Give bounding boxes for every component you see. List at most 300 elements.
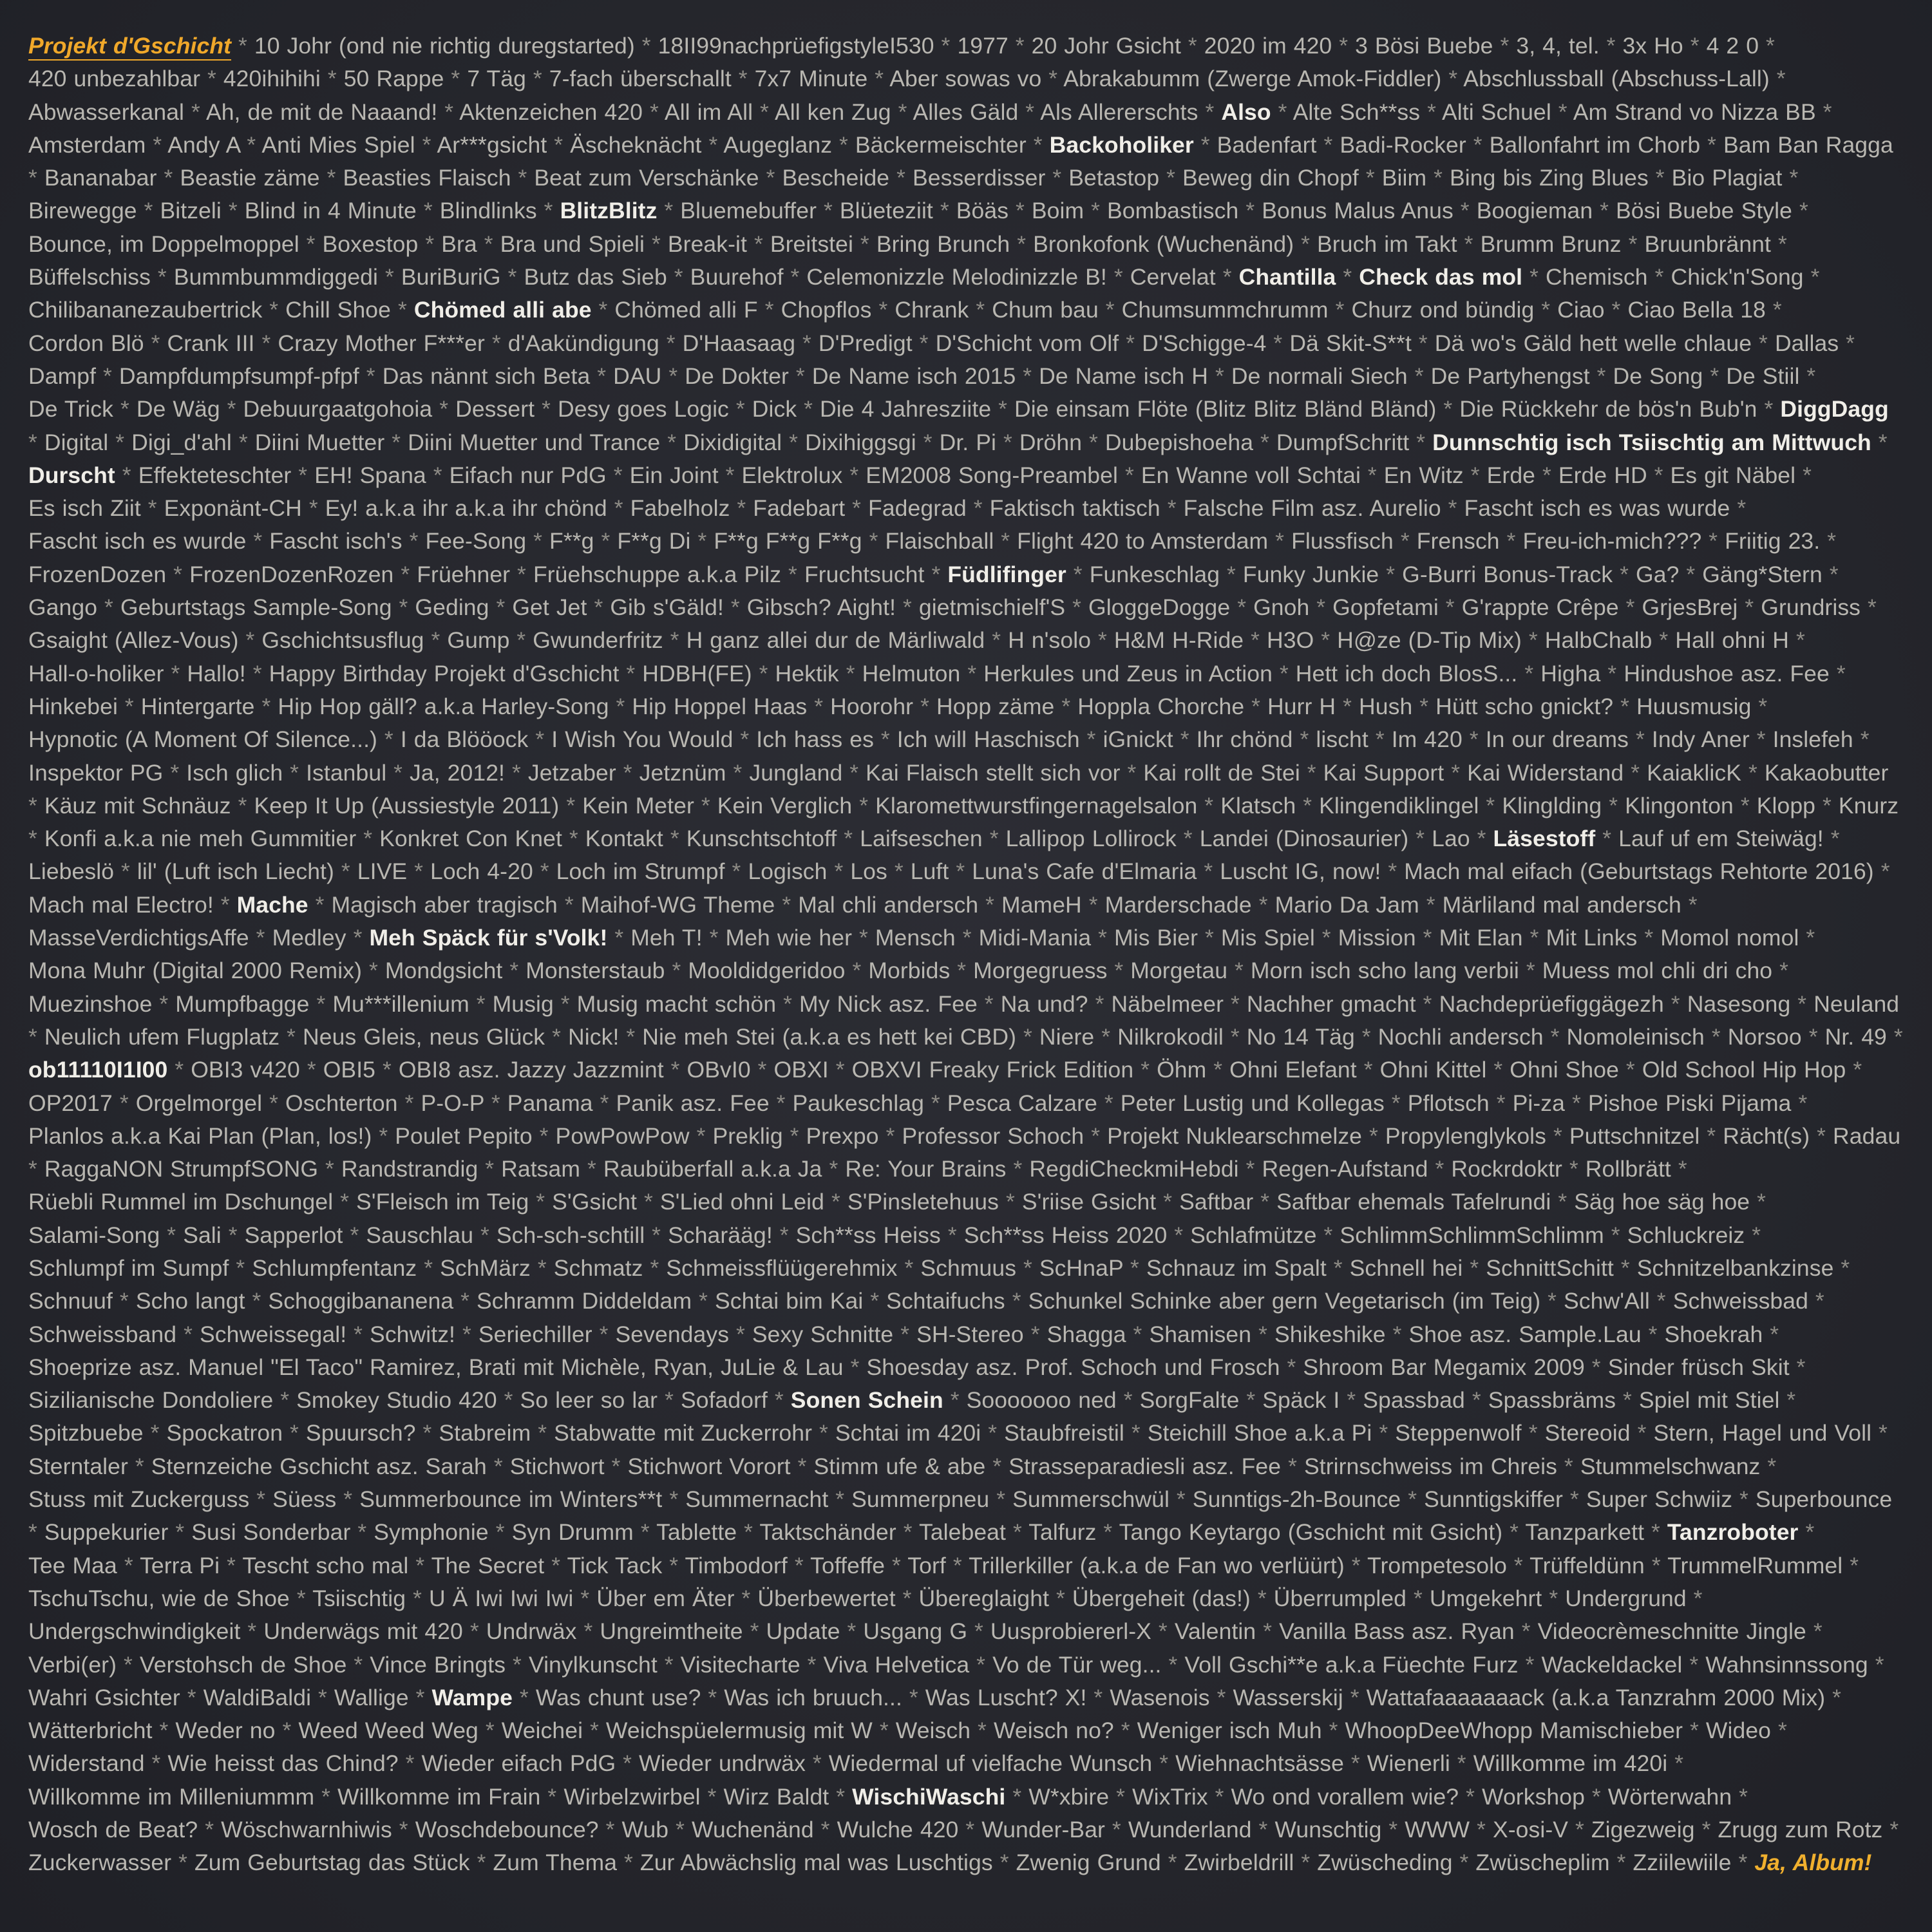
- track-title: lil' (Luft isch Liecht): [137, 858, 334, 885]
- track-title: Staubfreistil: [1004, 1420, 1124, 1446]
- title-separator: *: [985, 1453, 1009, 1479]
- title-separator: *: [553, 990, 577, 1017]
- track-title: Hindushoe asz. Fee: [1624, 660, 1830, 687]
- title-separator: *: [318, 1156, 341, 1182]
- title-separator: *: [455, 1321, 478, 1347]
- title-separator: *: [1637, 925, 1661, 951]
- title-separator: *: [662, 1486, 686, 1513]
- title-separator: *: [1542, 1585, 1566, 1611]
- track-title: Luft: [910, 858, 949, 885]
- track-title: 420ihihihi: [223, 66, 321, 92]
- track-title: Kakaobutter: [1764, 759, 1889, 786]
- track-title: Läsestoff: [1493, 826, 1596, 852]
- track-title: Planlos a.k.a Kai Plan (Plan, los!): [28, 1122, 372, 1149]
- track-title: De Song: [1613, 363, 1703, 389]
- title-separator: *: [609, 693, 632, 719]
- track-title: Mache: [236, 891, 308, 918]
- title-separator: *: [731, 66, 755, 92]
- title-separator: *: [128, 1453, 151, 1479]
- track-title: Wieder undrwäx: [639, 1750, 806, 1777]
- title-separator: *: [1730, 495, 1747, 522]
- title-separator: *: [923, 1090, 947, 1116]
- title-separator: *: [1681, 891, 1698, 918]
- track-title: Niere: [1039, 1023, 1095, 1050]
- title-separator: *: [840, 1618, 864, 1645]
- track-title: Rockrdoktr: [1451, 1156, 1562, 1182]
- title-separator: *: [1602, 792, 1625, 819]
- track-title: Update: [766, 1618, 840, 1645]
- track-title: Biim: [1381, 165, 1427, 191]
- title-separator: *: [1732, 1486, 1756, 1513]
- track-title: Nachher gmacht: [1246, 990, 1416, 1017]
- title-separator: *: [1798, 1519, 1815, 1546]
- track-title: Willkomme im Milleniummm: [28, 1783, 315, 1810]
- track-title: Hallo!: [187, 660, 246, 687]
- track-title: Scharääg!: [668, 1222, 773, 1248]
- track-title: Fadegrad: [868, 495, 967, 522]
- title-separator: *: [1041, 66, 1064, 92]
- title-separator: *: [1016, 1255, 1039, 1281]
- track-title: EM2008 Song-Preambel: [866, 462, 1118, 488]
- track-title: Panik asz. Fee: [616, 1090, 770, 1116]
- track-title: Talfurz: [1028, 1519, 1097, 1546]
- track-title: Dampf: [28, 363, 97, 389]
- track-title: Alti Schuel: [1442, 99, 1551, 125]
- title-separator: *: [1750, 1189, 1766, 1215]
- track-title: Über em Äter: [596, 1585, 735, 1611]
- track-title: Mis Bier: [1114, 925, 1198, 951]
- track-title: Übereglaight: [918, 1585, 1050, 1611]
- title-separator: *: [1760, 1453, 1777, 1479]
- track-title: Digi_d'ahl: [131, 429, 232, 455]
- title-separator: *: [378, 264, 401, 290]
- track-title: Tanzroboter: [1667, 1519, 1799, 1546]
- track-title: En Wanne voll Schtai: [1141, 462, 1361, 488]
- title-separator: *: [1444, 759, 1468, 786]
- title-separator: *: [1208, 1783, 1231, 1810]
- title-separator: *: [1815, 792, 1839, 819]
- track-title: Sterntaler: [28, 1453, 128, 1479]
- track-title: Was ich bruuch...: [724, 1684, 902, 1710]
- track-title: Mal chli andersch: [798, 891, 979, 918]
- track-title: Dampfdumpfsumpf-pfpf: [118, 363, 359, 389]
- title-separator: *: [1522, 264, 1546, 290]
- title-separator: *: [283, 759, 307, 786]
- title-separator: *: [229, 1255, 252, 1281]
- track-title: Willkomme im Frain: [337, 1783, 541, 1810]
- track-title: Mooldidgeridoo: [688, 958, 846, 984]
- track-title: Äscheknächt: [570, 131, 702, 158]
- title-separator: *: [221, 198, 245, 224]
- track-title: KaiaklicK: [1647, 759, 1741, 786]
- title-separator: *: [384, 429, 408, 455]
- track-title: Pi-za: [1512, 1090, 1565, 1116]
- track-title: Bluemebuffer: [680, 198, 817, 224]
- title-separator: *: [902, 1684, 925, 1710]
- track-title: Chum bau: [992, 297, 1099, 323]
- title-separator: *: [1540, 1288, 1564, 1314]
- track-title: De normali Siech: [1231, 363, 1408, 389]
- title-separator: *: [1683, 1718, 1706, 1744]
- track-title: Strirnschweiss im Chreis: [1303, 1453, 1557, 1479]
- track-title: Smokey Studio 420: [296, 1387, 497, 1414]
- track-title: Schweissband: [28, 1321, 177, 1347]
- track-title: Magisch aber tragisch: [331, 891, 558, 918]
- track-title: Früehner: [417, 561, 511, 587]
- track-title: De Stiil: [1726, 363, 1800, 389]
- title-separator: *: [1006, 1519, 1029, 1546]
- track-title: Summernacht: [685, 1486, 829, 1513]
- title-separator: *: [343, 1222, 366, 1248]
- track-title: Pesca Calzare: [947, 1090, 1097, 1116]
- title-separator: *: [1489, 1090, 1513, 1116]
- track-title: Schmatz: [553, 1255, 643, 1281]
- track-title: Morgegruess: [973, 958, 1108, 984]
- title-separator: *: [559, 792, 583, 819]
- title-separator: *: [1293, 726, 1316, 753]
- title-separator: *: [1251, 891, 1275, 918]
- track-title: 3, 4, tel.: [1516, 33, 1600, 59]
- title-separator: *: [1268, 528, 1292, 554]
- track-title: Beat zum Verschänke: [534, 165, 759, 191]
- track-title: Ich hass es: [756, 726, 874, 753]
- track-title: Weichspüelermusig mit W: [605, 1718, 873, 1744]
- track-title: Weichei: [501, 1718, 583, 1744]
- track-title: Besserdisser: [913, 165, 1046, 191]
- track-title: Hip Hop gäll? a.k.a Harley-Song: [278, 693, 609, 719]
- track-title: In our dreams: [1485, 726, 1629, 753]
- track-title: Rollbrätt: [1585, 1156, 1671, 1182]
- track-title: Hall ohni H: [1675, 627, 1790, 654]
- title-separator: *: [958, 1817, 982, 1843]
- track-title: Wie heisst das Chind?: [167, 1750, 399, 1777]
- title-separator: *: [1294, 1850, 1318, 1876]
- title-separator: *: [1239, 1387, 1263, 1414]
- title-separator: *: [164, 660, 187, 687]
- title-separator: *: [724, 858, 748, 885]
- track-title: Backoholiker: [1049, 131, 1194, 158]
- title-separator: *: [469, 990, 493, 1017]
- title-separator: *: [249, 925, 272, 951]
- track-title: Hurr H: [1267, 693, 1336, 719]
- track-title: Peter Lustig und Kollegas: [1120, 1090, 1385, 1116]
- track-title: Nick!: [568, 1023, 620, 1050]
- track-title: Schlumpf im Sumpf: [28, 1255, 229, 1281]
- title-separator: *: [28, 826, 44, 852]
- title-separator: *: [176, 1321, 200, 1347]
- title-separator: *: [991, 396, 1015, 422]
- title-separator: *: [1005, 1783, 1029, 1810]
- track-title: Dessert: [455, 396, 535, 422]
- track-title: Blind in 4 Minute: [244, 198, 417, 224]
- title-separator: *: [1244, 693, 1268, 719]
- title-separator: *: [309, 990, 333, 1017]
- title-separator: *: [1546, 1122, 1569, 1149]
- track-title: Sauschlau: [366, 1222, 474, 1248]
- title-separator: *: [1801, 1023, 1825, 1050]
- track-title: Stuss mit Zuckerguss: [28, 1486, 250, 1513]
- title-separator: *: [1799, 363, 1816, 389]
- track-title: 50 Rappe: [343, 66, 444, 92]
- title-separator: *: [1557, 1453, 1580, 1479]
- title-separator: *: [407, 858, 430, 885]
- track-title: Bruch im Takt: [1317, 231, 1457, 257]
- title-separator: *: [1393, 528, 1417, 554]
- title-separator: *: [254, 693, 278, 719]
- track-title: Valentin: [1174, 1618, 1256, 1645]
- title-separator: *: [1647, 462, 1671, 488]
- track-title: Chick'n'Song: [1671, 264, 1804, 290]
- title-separator: *: [1091, 925, 1115, 951]
- track-title: Wunderland: [1128, 1817, 1252, 1843]
- title-separator: *: [28, 1519, 44, 1546]
- title-separator: *: [1618, 1057, 1642, 1083]
- title-separator: *: [1081, 891, 1105, 918]
- title-separator: *: [1810, 1122, 1833, 1149]
- closing-note: Ja, Album!: [1754, 1850, 1872, 1876]
- track-title: gietmischielf'S: [918, 594, 1066, 621]
- track-title: Stabreim: [439, 1420, 531, 1446]
- track-title: Wattafaaaaaaack (a.k.a Tanzrahm 2000 Mix): [1366, 1684, 1826, 1710]
- title-separator: *: [362, 958, 385, 984]
- track-title: Klaromettwurstfingernagelsalon: [875, 792, 1198, 819]
- title-separator: *: [108, 429, 132, 455]
- track-title: Terra Pi: [140, 1552, 220, 1578]
- track-title: Bitzeli: [160, 198, 222, 224]
- title-separator: *: [1765, 297, 1782, 323]
- track-title: Sinder früsch Skit: [1607, 1354, 1790, 1380]
- title-separator: *: [1045, 165, 1069, 191]
- track-title: Mu***illenium: [332, 990, 469, 1017]
- track-title: Friitig 23.: [1725, 528, 1821, 554]
- title-separator: *: [1700, 131, 1724, 158]
- title-separator: *: [291, 462, 315, 488]
- track-title: Susi Sonderbar: [191, 1519, 351, 1546]
- title-separator: *: [940, 1222, 964, 1248]
- title-separator: *: [1208, 363, 1231, 389]
- title-separator: *: [28, 165, 44, 191]
- title-separator: *: [1551, 1189, 1575, 1215]
- title-separator: *: [1401, 1486, 1425, 1513]
- title-separator: *: [645, 1222, 668, 1248]
- track-title: Mensch: [875, 925, 956, 951]
- track-title: Stimm ufe & abe: [813, 1453, 986, 1479]
- title-separator: *: [1772, 958, 1789, 984]
- title-separator: *: [231, 33, 254, 59]
- title-separator: *: [198, 1817, 222, 1843]
- title-separator: *: [1372, 1420, 1396, 1446]
- title-separator: *: [643, 99, 665, 125]
- title-separator: *: [1006, 1156, 1030, 1182]
- title-separator: *: [1420, 99, 1442, 125]
- title-separator: *: [829, 1783, 853, 1810]
- track-title: Bombastisch: [1107, 198, 1239, 224]
- track-title: Anti Mies Spiel: [261, 131, 415, 158]
- title-separator: *: [1381, 858, 1405, 885]
- track-title: Sizilianische Dondoliere: [28, 1387, 274, 1414]
- track-title: Raubüberfall a.k.a Ja: [603, 1156, 822, 1182]
- track-title: D'Schigge-4: [1142, 330, 1267, 356]
- track-title: No 14 Täg: [1246, 1023, 1355, 1050]
- title-separator: *: [619, 660, 643, 687]
- title-separator: *: [845, 495, 869, 522]
- track-title: MameH: [1001, 891, 1082, 918]
- track-title: Spuursch?: [305, 1420, 416, 1446]
- title-separator: *: [788, 363, 812, 389]
- track-title: Indy Aner: [1651, 726, 1750, 753]
- title-separator: *: [885, 1552, 908, 1578]
- title-separator: *: [1589, 363, 1613, 389]
- track-title: Bounce, im Doppelmoppel: [28, 231, 299, 257]
- title-separator: *: [562, 826, 585, 852]
- title-separator: *: [966, 495, 990, 522]
- track-title: Wackeldackel: [1541, 1651, 1683, 1678]
- track-title: Böäs: [956, 198, 1009, 224]
- track-title: 4 2 0: [1706, 33, 1759, 59]
- title-separator: *: [1683, 33, 1707, 59]
- track-title: Gibsch? Aight!: [746, 594, 896, 621]
- track-title: Helmuton: [862, 660, 961, 687]
- title-separator: *: [1493, 33, 1517, 59]
- track-title: WixTrix: [1132, 1783, 1208, 1810]
- track-title: Öhm: [1157, 1057, 1207, 1083]
- track-title: Durscht: [28, 462, 115, 488]
- title-separator: *: [1470, 826, 1493, 852]
- title-separator: *: [1782, 165, 1799, 191]
- track-title: H3O: [1266, 627, 1314, 654]
- title-separator: *: [1116, 1387, 1140, 1414]
- track-title: BuriBuriG: [401, 264, 501, 290]
- track-title: Abwasserkanal: [28, 99, 185, 125]
- title-separator: *: [1732, 1783, 1748, 1810]
- track-title: Wampe: [431, 1684, 513, 1710]
- title-separator: *: [828, 1057, 852, 1083]
- track-title: Abschlussball (Abschuss-Lall): [1463, 66, 1770, 92]
- track-title: OBI8 asz. Jazzy Jazzmint: [398, 1057, 664, 1083]
- track-title: Zwüscheding: [1317, 1850, 1453, 1876]
- track-title: 3 Bösi Buebe: [1355, 33, 1493, 59]
- title-separator: *: [273, 1387, 297, 1414]
- title-separator: *: [1419, 891, 1443, 918]
- track-title: Fruchtsucht: [804, 561, 925, 587]
- track-title: Hoppla Chorche: [1077, 693, 1245, 719]
- track-title: Undergschwindigkeit: [28, 1618, 241, 1645]
- track-title: Hall-o-holiker: [28, 660, 164, 687]
- title-separator: *: [1314, 925, 1338, 951]
- title-separator: *: [1408, 826, 1432, 852]
- track-title: Symphonie: [374, 1519, 489, 1546]
- track-title: Sunntigskiffer: [1424, 1486, 1563, 1513]
- track-title: Shikeshike: [1274, 1321, 1386, 1347]
- track-title: Wideo: [1705, 1718, 1772, 1744]
- title-separator: *: [444, 66, 468, 92]
- title-separator: *: [462, 1618, 486, 1645]
- title-separator: *: [1230, 594, 1254, 621]
- title-separator: *: [346, 1651, 370, 1678]
- title-separator: *: [590, 363, 614, 389]
- title-separator: *: [221, 1222, 245, 1248]
- title-separator: *: [1084, 198, 1108, 224]
- track-title: Brumm Brunz: [1480, 231, 1622, 257]
- track-title: Desy goes Logic: [557, 396, 729, 422]
- title-separator: *: [1082, 429, 1105, 455]
- title-separator: *: [398, 1750, 422, 1777]
- track-title: Buurehof: [690, 264, 784, 290]
- title-separator: *: [418, 231, 442, 257]
- title-separator: *: [893, 1321, 917, 1347]
- track-title: Nie meh Stei (a.k.a es hett kei CBD): [642, 1023, 1017, 1050]
- title-separator: *: [1227, 958, 1251, 984]
- track-title: Muess mol chli dri cho: [1542, 958, 1773, 984]
- title-separator: *: [478, 1156, 502, 1182]
- title-separator: *: [1026, 131, 1050, 158]
- track-title: Hinkebei: [28, 693, 118, 719]
- track-title: Flight 420 to Amsterdam: [1017, 528, 1269, 554]
- track-title: Andy A: [167, 131, 240, 158]
- title-separator: *: [171, 1850, 194, 1876]
- title-separator: *: [1861, 594, 1877, 621]
- title-separator: *: [1215, 264, 1239, 290]
- title-separator: *: [1791, 1090, 1808, 1116]
- track-title: Dä Skit-S**t: [1289, 330, 1412, 356]
- track-title: Übergeheit (das!): [1072, 1585, 1251, 1611]
- title-separator: *: [1354, 1023, 1378, 1050]
- track-title: Morbids: [868, 958, 951, 984]
- title-separator: *: [1733, 792, 1757, 819]
- track-title: De Wäg: [136, 396, 220, 422]
- track-title: Fabelholz: [630, 495, 730, 522]
- title-separator: *: [1104, 1817, 1128, 1843]
- title-separator: *: [1486, 1057, 1510, 1083]
- track-title: 7x7 Minute: [754, 66, 868, 92]
- title-separator: *: [1647, 264, 1671, 290]
- track-title: U Ä Iwi Iwi Iwi: [428, 1585, 574, 1611]
- title-separator: *: [1224, 990, 1247, 1017]
- track-title: Nomoleinisch: [1566, 1023, 1705, 1050]
- title-separator: *: [1470, 1817, 1493, 1843]
- title-separator: *: [1790, 990, 1814, 1017]
- title-separator: *: [891, 99, 913, 125]
- title-separator: *: [943, 1387, 967, 1414]
- title-separator: *: [702, 925, 726, 951]
- title-separator: *: [822, 1156, 846, 1182]
- title-separator: *: [897, 1255, 921, 1281]
- track-title: Happy Birthday Projekt d'Gschicht: [269, 660, 620, 687]
- title-separator: *: [1161, 1651, 1185, 1678]
- track-title: Kai Flaisch stellt sich vor: [866, 759, 1121, 786]
- title-separator: *: [661, 363, 685, 389]
- title-separator: *: [1771, 231, 1787, 257]
- title-separator: *: [1624, 759, 1647, 786]
- title-separator: *: [1016, 1023, 1039, 1050]
- title-separator: *: [945, 1552, 969, 1578]
- title-separator: *: [1745, 1222, 1761, 1248]
- title-separator: *: [1741, 759, 1765, 786]
- track-title: Summerpneu: [851, 1486, 990, 1513]
- title-separator: *: [737, 1519, 760, 1546]
- title-separator: *: [1281, 1453, 1304, 1479]
- title-separator: *: [913, 693, 936, 719]
- title-separator: *: [163, 759, 187, 786]
- title-separator: *: [28, 1023, 44, 1050]
- track-title: Super Schwiiz: [1586, 1486, 1733, 1513]
- title-separator: *: [665, 958, 688, 984]
- track-title: Midi-Mania: [978, 925, 1092, 951]
- title-separator: *: [1328, 297, 1352, 323]
- track-title: Breitstei: [770, 231, 853, 257]
- track-title: Chopflos: [781, 297, 872, 323]
- title-separator: *: [1441, 495, 1464, 522]
